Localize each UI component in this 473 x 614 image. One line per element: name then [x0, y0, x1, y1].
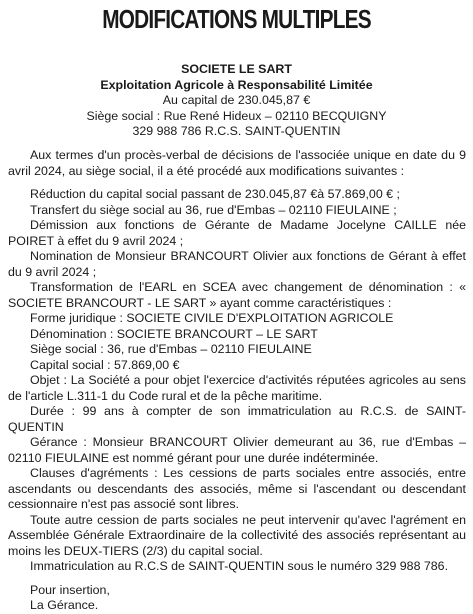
- company-legal-form: Exploitation Agricole à Responsabilité Limitée: [100, 77, 373, 92]
- detail-siege: Siège social : 36, rue d'Embas – 02110 FIEULAINE: [30, 342, 312, 356]
- detail-objet: Objet : La Société a pour objet l'exercice d'activités réputées agricoles au sens de l'article L.311-1 du Code rural et de la pêche maritime.: [8, 373, 466, 403]
- detail-autre-cession: Toute autre cession de parts sociales ne peut intervenir qu'avec l'agrément en Assemblée Générale Extraordinaire de la collectivité des associés représentant au moins les DEUX-TIERS (2/3) du capital social.: [8, 512, 466, 558]
- company-name: SOCIETE LE SART: [181, 62, 292, 76]
- intro-paragraph: Aux termes d'un procès-verbal de décisions de l'associée unique en date du 9 avril 2024, au siège social, il a été procédé aux modifications suivantes :: [8, 148, 466, 178]
- notice-body: [8, 148, 466, 614]
- notice-title: MODIFICATIONS MULTIPLES: [102, 4, 371, 34]
- detail-gerance: Gérance : Monsieur BRANCOURT Olivier demeurant au 36, rue d'Embas – 02110 FIEULAINE est nommé gérant pour une durée indéterminée.: [8, 435, 466, 465]
- spacer: [8, 179, 466, 187]
- closing-line-2: La Gérance.: [30, 598, 99, 612]
- detail-capital: Capital social : 57.869,00 €: [30, 357, 180, 372]
- item-capital-reduction: Réduction du capital social passant de 230.045,87 €à 57.869,00 € ;: [30, 187, 400, 201]
- detail-forme: Forme juridique : SOCIETE CIVILE D'EXPLOITATION AGRICOLE: [30, 311, 394, 325]
- item-nomination: Nomination de Monsieur BRANCOURT Olivier aux fonctions de Gérant à effet du 9 avril 2024 ;: [8, 249, 466, 279]
- item-resignation: Démission aux fonctions de Gérante de Madame Jocelyne CAILLE née POIRET à effet du 9 avril 2024 ;: [8, 218, 466, 248]
- detail-immatriculation: Immatriculation au R.C.S de SAINT-QUENTIN sous le numéro 329 988 786.: [30, 559, 449, 573]
- detail-denomination: Dénomination : SOCIETE BRANCOURT – LE SART: [30, 326, 318, 341]
- detail-duree: Durée : 99 ans à compter de son immatriculation au R.C.S. de SAINT-QUENTIN: [8, 404, 466, 434]
- spacer: [8, 575, 466, 583]
- company-seat: Siège social : Rue René Hideux – 02110 BECQUIGNY: [86, 108, 387, 123]
- item-transformation: Transformation de l'EARL en SCEA avec changement de dénomination : « SOCIETE BRANCOURT - LE SART » ayant comme caractéristiques :: [8, 280, 466, 310]
- company-capital: Au capital de 230.045,87 €: [162, 93, 311, 107]
- detail-clauses: Clauses d'agréments : Les cessions de parts sociales entre associés, entre ascendants ou descendants des associés, même si l'ascendant ou descendant cessionnaire n'est pas associé sont libres.: [8, 466, 466, 511]
- company-header: [0, 62, 473, 140]
- closing-line-1: Pour insertion,: [30, 582, 110, 597]
- company-rcs: 329 988 786 R.C.S. SAINT-QUENTIN: [132, 124, 341, 138]
- item-seat-transfer: Transfert du siège social au 36, rue d'Embas – 02110 FIEULAINE ;: [30, 202, 397, 217]
